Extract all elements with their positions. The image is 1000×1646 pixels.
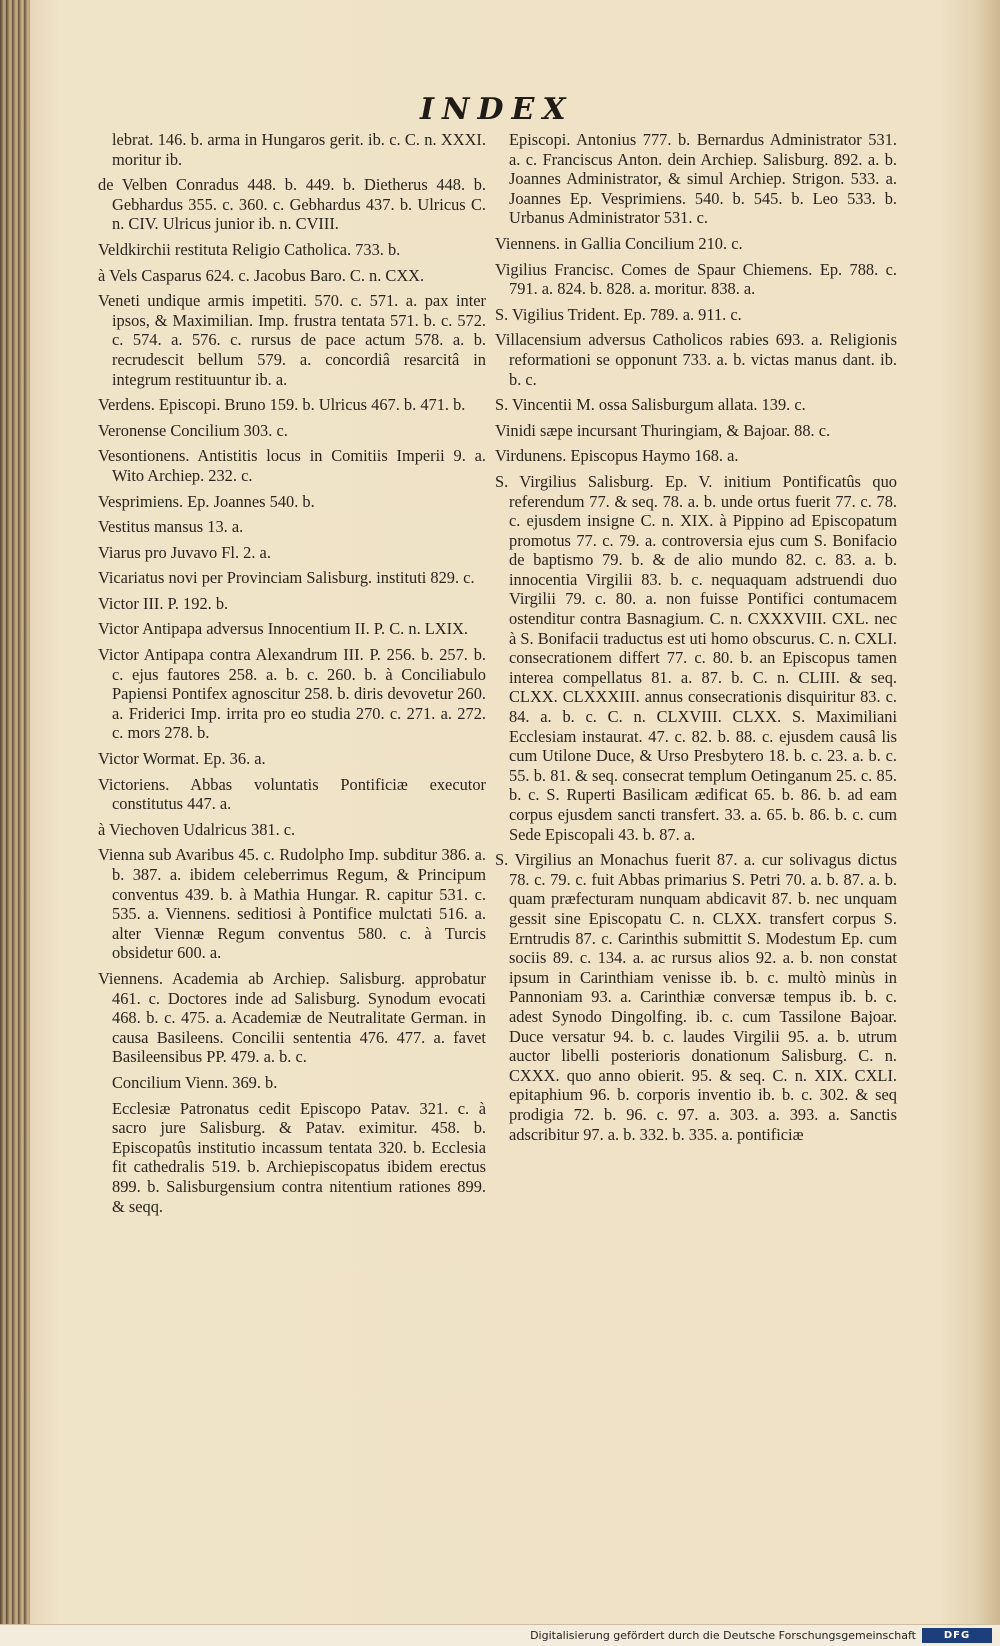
index-entry: S. Vigilius Trident. Ep. 789. a. 911. c. <box>495 304 742 324</box>
index-entry: Victor Antipapa adversus Innocentium II. P. C. n. LXIX. <box>98 619 469 639</box>
index-entry: Ecclesiæ Patronatus cedit Episcopo Patav. 321. c. à sacro jure Salisburg. & Patav. eximitur. 458. b. Episcopatûs institutio incassum tentata 320. b. Ecclesia fit cathedralis 519. b. Archiepiscopatus ibidem erectus 899. b. Salisburgensium contra nitentium rationes 899. & seqq. <box>112 1098 486 1216</box>
index-entry: Virdunens. Episcopus Haymo 168. a. <box>495 446 739 466</box>
funding-credit: Digitalisierung gefördert durch die Deutsche Forschungsgemeinschaft <box>530 1629 916 1642</box>
index-entry: Veronense Concilium 303. c. <box>98 420 288 440</box>
index-entry: Vestitus mansus 13. a. <box>98 517 244 537</box>
index-entry: Viarus pro Juvavo Fl. 2. a. <box>98 542 271 562</box>
index-entry: de Velben Conradus 448. b. 449. b. Dietherus 448. b. Gebhardus 355. c. 360. c. Gebhardus 437. b. Ulricus C. n. CIV. Ulricus junior ib. n. CVIII. <box>98 175 486 234</box>
index-entry: Victor III. P. 192. b. <box>98 593 229 613</box>
index-entry: Vigilius Francisc. Comes de Spaur Chiemens. Ep. 788. c. 791. a. 824. b. 828. a. moritur. 838. a. <box>495 259 897 299</box>
index-entry: Vicariatus novi per Provinciam Salisburg. instituti 829. c. <box>98 568 475 588</box>
index-entry: S. Virgilius an Monachus fuerit 87. a. cur solivagus dictus 78. c. 79. c. fuit Abbas primarius S. Petri 70. a. b. 87. a. b. quam præfecturam nunquam abdicavit 87. b. nec unquam gessit sine Episcopatu C. n. CLXX. transfert corpus S. Erntrudis 87. c. Carinthis submittit S. Modestum Ep. cum sociis 89. c. 134. a. ac rursus alios 92. a. b. non constat ipsum in Carinthiam venisse ib. b. c. multò minùs in Pannoniam 93. a. Carinthiæ conversæ tempus ib. b. c. adest Synodo Dingolfing. ib. c. cum Tassilone Bajoar. Duce versatur 94. b. c. laudes Virgilii 95. a. b. utrum auctor libelli posterioris donationum Salisburg. C. n. CXXX. quo anno obierit. 95. & seq. C. n. XIX. CXLI. epitaphium 96. b. corporis inventio ib. b. c. 302. & seq prodigia 72. b. 96. c. 97. a. 303. a. 393. a. Sanctis adscribitur 97. a. b. 332. b. 335. a. pontificiæ <box>495 850 897 1144</box>
page-title: INDEX <box>420 92 574 127</box>
index-entry: Episcopi. Antonius 777. b. Bernardus Administrator 531. a. c. Franciscus Anton. dein Archiep. Salisburg. 892. a. b. Joannes Administrator, & simul Archiep. Strigon. 533. a. Joannes Ep. Vesprimiens. 540. b. 545. b. Leo 533. b. Urbanus Administrator 531. c. <box>509 130 897 228</box>
index-entry: Victor Wormat. Ep. 36. a. <box>98 749 266 769</box>
index-entry: Viennens. Academia ab Archiep. Salisburg. approbatur 461. c. Doctores inde ad Salisburg. Synodum evocati 468. b. c. 475. a. Academiæ de Neutralitate German. in causa Basileens. Concilii sententia 476. 477. a. favet Basileensibus PP. 479. a. b. c. <box>98 968 486 1067</box>
index-entry: Viennens. in Gallia Concilium 210. c. <box>495 233 743 253</box>
book-gutter <box>0 0 30 1646</box>
index-entry: Victor Antipapa contra Alexandrum III. P. 256. b. 257. b. c. ejus fautores 258. a. b. c. 260. b. à Conciliabulo Papiensi Pontifex agnoscitur 258. b. diris devovetur 260. a. Friderici Imp. irrita pro eo studia 270. c. 271. a. 272. c. mors 278. b. <box>98 645 486 743</box>
index-entry: Veldkirchii restituta Religio Catholica. 733. b. <box>98 239 401 259</box>
dfg-logo: DFG <box>922 1628 992 1643</box>
index-entry: Vesontionens. Antistitis locus in Comitiis Imperii 9. a. Wito Archiep. 232. c. <box>98 446 486 485</box>
index-entry: S. Virgilius Salisburg. Ep. V. initium Pontificatûs quo referendum 77. & seq. 78. a. b. unde ortus fuerit 77. c. 78. c. ejusdem insigne C. n. XIX. à Pippino ad Episcopatum promotus 77. c. 79. a. controversia ejus cum S. Bonifacio de baptismo 79. b. & de alio mundo 82. c. 83. a. b. innocentia Virgilii 83. b. c. nequaquam adstruendi duo Virgilii 79. c. 80. a. non fuisse Pontifici contumacem ostenditur contra Basnagium. C. n. CXXXVIII. CXL. nec à S. Bonifacii traductus est uti homo obscurus. C. n. CXLI. consecrationem differt 77. c. 80. b. an Episcopus tamen interea compellatus 81. a. 87. b. C. n. CLIII. & seq. CLXX. CLXXXIII. annus consecrationis disquiritur 83. c. 84. a. b. c. C. n. CLXVIII. CLXX. S. Maximiliani Ecclesiam instaurat. 47. c. 82. b. 88. c. ejusdem causâ lis cum Utilone Duce, & Urso Presbytero 18. b. c. 23. a. b. c. 55. b. 81. & seq. consecrat templum Oetinganum 25. c. 85. b. c. S. Ruperti Basilicam ædificat 65. b. 86. b. ad eam corpus ejusdem sancti transfert. 33. a. 65. b. 86. b. c. cum Sede Episcopali 43. b. 87. a. <box>495 471 897 844</box>
index-entry: à Vels Casparus 624. c. Jacobus Baro. C. n. CXX. <box>98 265 425 285</box>
right-column <box>495 130 897 1150</box>
index-entry: Victoriens. Abbas voluntatis Pontificiæ executor constitutus 447. a. <box>98 774 486 814</box>
index-entry: à Viechoven Udalricus 381. c. <box>98 819 296 839</box>
index-entry: Villacensium adversus Catholicos rabies 693. a. Religionis reformationi se opponunt 733. a. b. victas manus dant. ib. b. c. <box>495 330 897 389</box>
digitization-footer <box>0 1624 1000 1646</box>
index-entry: Concilium Vienn. 369. b. <box>112 1072 278 1092</box>
index-entry: Verdens. Episcopi. Bruno 159. b. Ulricus 467. b. 471. b. <box>98 395 466 415</box>
index-entry: Vesprimiens. Ep. Joannes 540. b. <box>98 491 315 511</box>
index-entry: S. Vincentii M. ossa Salisburgum allata. 139. c. <box>495 395 806 415</box>
index-entry: Veneti undique armis impetiti. 570. c. 571. a. pax inter ipsos, & Maximilian. Imp. frustra tentata 571. b. c. 572. c. 574. a. 576. c. rursus de pace actum 578. a. b. recrudescit bellum 579. a. concordiâ resarcitâ in integrum restituuntur ib. a. <box>98 291 486 389</box>
left-column <box>98 130 486 1222</box>
index-entry: Vienna sub Avaribus 45. c. Rudolpho Imp. subditur 386. a. b. 387. a. ibidem celeberrimus Regum, & Principum conventus 439. b. à Mathia Hungar. R. capitur 531. c. 535. a. Viennens. seditiosi à Pontifice mulctati 516. a. alter Viennæ Regum conventus 580. c. à Turcis obsidetur 600. a. <box>98 845 486 963</box>
index-entry: Vinidi sæpe incursant Thuringiam, & Bajoar. 88. c. <box>495 420 831 440</box>
index-entry: lebrat. 146. b. arma in Hungaros gerit. ib. c. C. n. XXXI. moritur ib. <box>112 130 486 169</box>
